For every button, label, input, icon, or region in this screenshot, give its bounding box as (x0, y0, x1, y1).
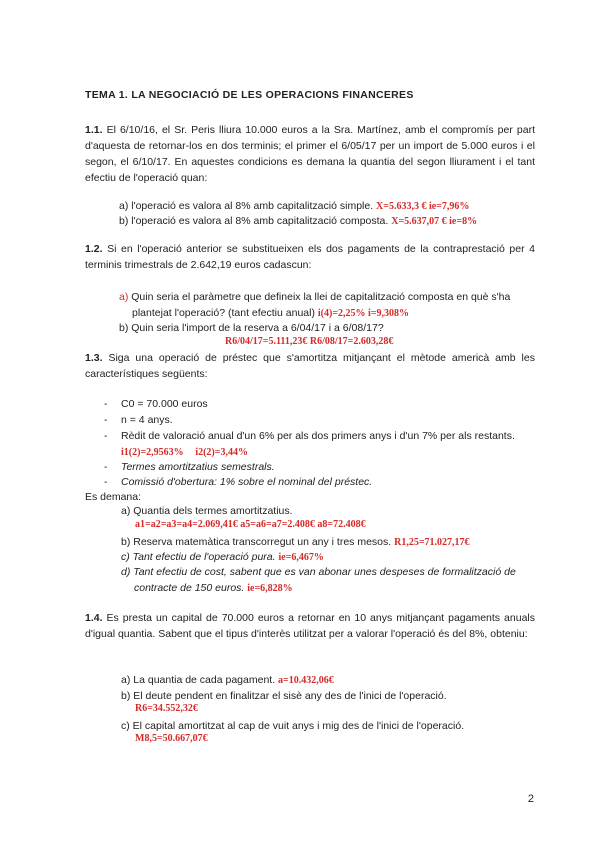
exercise-1-3-part-d (121, 564, 548, 597)
page-title: TEMA 1. LA NEGOCIACIÓ DE LES OPERACIONS FINANCERES (85, 89, 414, 101)
exercise-number: 1.4. (85, 612, 103, 624)
exercise-1-3-part-a (121, 503, 535, 519)
list-item: - Termes amortitzatius semestrals. (104, 461, 275, 473)
question-text: b) l'operació es valora al 8% amb capitalització composta. (119, 215, 389, 227)
question-text: d) Tant efectiu de cost, sabent que es van abonar unes despeses de formalització de contracte de 150 euros. (121, 566, 516, 594)
list-item: - Rèdit de valoració anual d'un 6% per als dos primers anys i d'un 7% per als restants. i1(2)=2,9563% i2(2)=3,44% (104, 430, 515, 458)
answer: i1(2)=2,9563% (121, 447, 184, 458)
exercise-1-2-part-a (119, 289, 548, 322)
question-text: b) Reserva matemàtica transcorregut un any i tres mesos. (121, 536, 392, 548)
answer: M8,5=50.667,07€ (135, 733, 208, 744)
exercise-1-1-part-b (119, 213, 535, 230)
exercise-number: 1.1. (85, 124, 103, 136)
exercise-1-4-statement (85, 610, 535, 642)
question-text: Quin seria el paràmetre que defineix la llei de capitalització composta en què s'ha plantejat l'operació? (tant efectiu anual) (131, 291, 511, 319)
answer: i2(2)=3,44% (195, 447, 248, 458)
exercise-1-4-part-b (121, 688, 535, 704)
exercise-1-2-statement (85, 241, 535, 273)
question-text: c) El capital amortitzat al cap de vuit anys i mig des de l'inici de l'operació. (121, 720, 465, 732)
exercise-text: Es presta un capital de 70.000 euros a retornar en 10 anys mitjançant pagaments anuals d'igual quantia. Sabent que el tipus d'interès utilitzat per a valorar l'operació és del 8%, obteniu: (85, 612, 535, 640)
question-text: b) Quin seria l'import de la reserva a 6/04/17 i a 6/08/17? (119, 322, 384, 334)
exercise-text: Siga una operació de préstec que s'amortitza mitjançant el mètode americà amb les característiques següents: (85, 352, 535, 380)
answer: X=5.633,3 € ie=7,96% (376, 201, 470, 212)
answer: X=5.637,07 € ie=8% (391, 216, 478, 227)
list-item: - C0 = 70.000 euros (104, 398, 208, 410)
answer: R6/04/17=5.111,23€ R6/08/17=2.603,28€ (225, 336, 394, 347)
exercise-text: Si en l'operació anterior se substitueixen els dos pagaments de la contraprestació per 4 terminis trimestrals de 2.642,19 euros cadascun: (85, 243, 535, 271)
exercise-number: 1.2. (85, 243, 103, 255)
answer: ie=6,828% (247, 583, 293, 594)
answer: R6=34.552,32€ (135, 703, 198, 714)
answer: ie=6,467% (278, 552, 324, 563)
exercise-number: 1.3. (85, 352, 103, 364)
exercise-1-4-part-a (121, 672, 535, 689)
question-label: a) (119, 291, 129, 303)
exercise-1-3-statement (85, 350, 535, 382)
exercise-1-1-statement (85, 122, 535, 186)
exercise-1-2-part-b (119, 320, 535, 336)
es-demana-label: Es demana: (85, 491, 142, 503)
page-number: 2 (527, 793, 534, 805)
answer: R1,25=71.027,17€ (394, 537, 470, 548)
answer: i(4)=2,25% i=9,308% (317, 308, 410, 319)
question-text: b) El deute pendent en finalitzar el sisè any des de l'inici de l'operació. (121, 690, 447, 702)
exercise-text: El 6/10/16, el Sr. Peris lliura 10.000 euros a la Sra. Martínez, amb el compromís per part d'aquesta de retornar-los en dos terminis; el primer el 6/05/17 per un import de 5.000 euros i el segon, el 6/10/17. En aquestes condicions es demana la quantia del segon lliurament i el tant efectiu de l'operació quan: (85, 124, 535, 184)
question-text: a) La quantia de cada pagament. (121, 674, 276, 686)
question-text: a) l'operació es valora al 8% amb capitalització simple. (119, 200, 374, 212)
answer: a=10.432,06€ (278, 675, 334, 686)
exercise-1-4-part-c (121, 718, 535, 734)
question-text: c) Tant efectiu de l'operació pura. (121, 551, 276, 563)
list-item: - n = 4 anys. (104, 414, 173, 426)
question-text: a) Quantia dels termes amortitzatius. (121, 505, 293, 517)
list-item: - Comissió d'obertura: 1% sobre el nominal del préstec. (104, 476, 373, 488)
answer: a1=a2=a3=a4=2.069,41€ a5=a6=a7=2.408€ a8=72.408€ (135, 519, 366, 530)
